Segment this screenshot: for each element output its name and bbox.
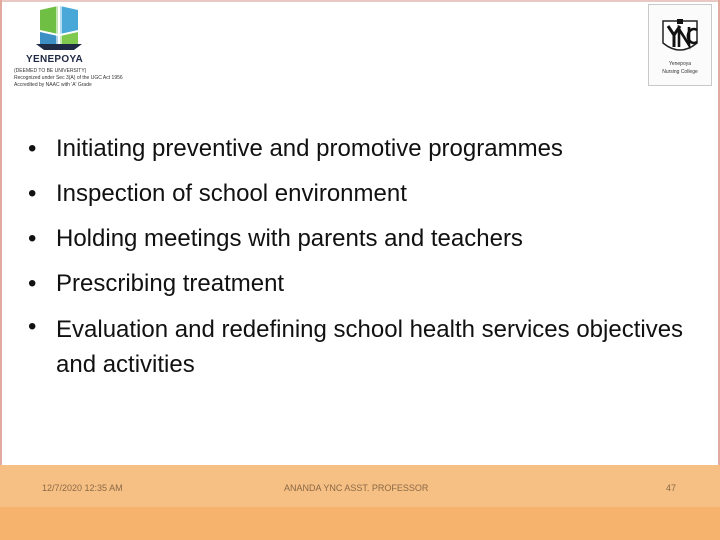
ync-logo [648,4,712,86]
bullet-item [28,312,708,382]
logo-accreditation: Accredited by NAAC with 'A' Grade [14,82,92,88]
slide-footer [0,465,720,540]
footer-date: 12/7/2020 12:35 AM [42,483,123,493]
bullet-text: Inspection of school environment [56,180,407,207]
bullet-dot: • [28,270,37,297]
footer-presenter: ANANDA YNC ASST. PROFESSOR [284,483,429,493]
ync-logo-line1: Yenepoya [668,61,692,67]
slide-border-left [0,0,2,540]
bullet-item [28,134,708,164]
bullet-dot: • [28,180,37,207]
footer-page-number: 47 [666,483,677,493]
ync-logo-line2: Nursing College [662,69,698,75]
bullet-text: Prescribing treatment [56,270,285,297]
bullet-text: Initiating preventive and promotive programmes [56,135,563,162]
bullet-item [28,224,708,254]
bullet-dot: • [28,135,37,162]
yenepoya-shield-icon [34,4,84,52]
logo-recognition: Recognized under Sec 3(A) of the UGC Act 1956 [14,75,123,81]
ync-emblem-icon [659,17,701,57]
bullet-list [28,134,708,397]
bullet-text: Evaluation and redefining school health services objectives and activities [56,316,684,378]
bullet-text: Holding meetings with parents and teachers [56,225,523,252]
logo-name: YENEPOYA [26,54,84,65]
bullet-item [28,179,708,209]
bullet-item [28,269,708,299]
bullet-dot: • [28,313,37,340]
bullet-dot: • [28,225,37,252]
logo-subtitle: (DEEMED TO BE UNIVERSITY) [14,68,87,74]
yenepoya-logo [6,2,126,98]
